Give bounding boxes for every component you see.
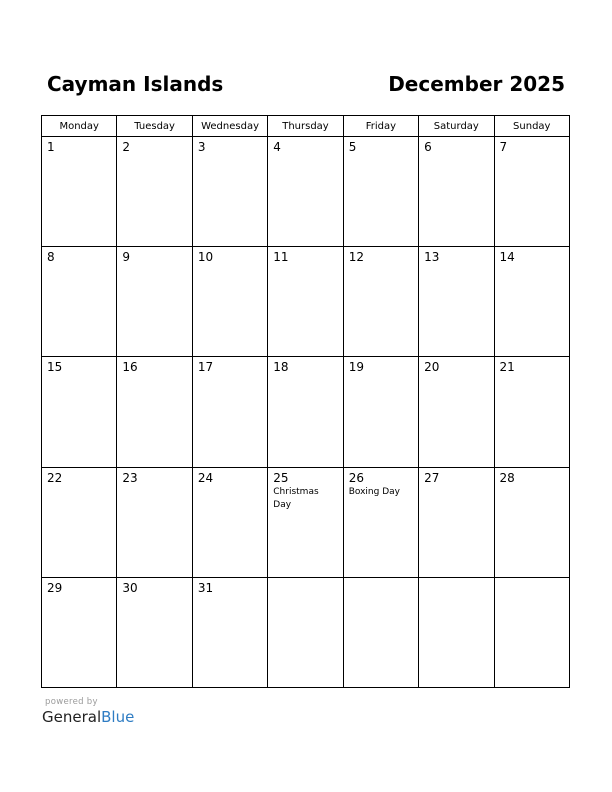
- day-cell: [42, 357, 117, 467]
- day-cell-empty: [268, 577, 343, 687]
- day-cell-empty: [494, 577, 569, 687]
- day-number: 20: [424, 360, 440, 375]
- day-number: 17: [197, 360, 214, 375]
- weekday-thursday: Thursday: [268, 116, 343, 137]
- day-number: 8: [47, 250, 55, 265]
- day-number: 29: [47, 580, 63, 595]
- day-number: 30: [122, 580, 138, 595]
- day-cell: [343, 357, 418, 467]
- day-cell: [42, 577, 117, 687]
- day-number: [344, 578, 418, 581]
- day-number: 3: [197, 140, 206, 154]
- day-number: 25: [273, 470, 289, 485]
- weekday-monday: Monday: [42, 116, 117, 137]
- weekday-wednesday: Wednesday: [192, 116, 267, 137]
- day-number: 15: [47, 360, 63, 375]
- day-cell: [343, 137, 418, 247]
- day-cell: [117, 467, 192, 577]
- day-cell: [192, 247, 267, 357]
- day-number: [495, 578, 569, 581]
- day-cell: [192, 577, 267, 687]
- day-number: 27: [424, 470, 440, 485]
- day-number: 31: [197, 580, 214, 595]
- day-cell-christmas: [268, 467, 343, 577]
- day-number: 1: [47, 140, 55, 154]
- brand-blue: Blue: [101, 708, 135, 726]
- week-row: [42, 247, 570, 357]
- brand-general: General: [42, 708, 102, 726]
- day-cell: [419, 137, 494, 247]
- day-cell: [494, 467, 569, 577]
- day-number: 16: [122, 360, 138, 375]
- day-cell: [42, 467, 117, 577]
- weekday-saturday: Saturday: [419, 116, 494, 137]
- holiday-label-boxing-day: Boxing Day: [348, 486, 400, 497]
- day-number: 12: [348, 250, 364, 265]
- week-row: [42, 137, 570, 247]
- generalblue-logo: [42, 708, 134, 726]
- day-number: 11: [273, 250, 289, 265]
- day-cell: [42, 137, 117, 247]
- day-cell: [419, 467, 494, 577]
- week-row: [42, 467, 570, 577]
- day-number: 24: [197, 470, 214, 485]
- day-number: 21: [499, 360, 515, 375]
- week-row: [42, 577, 570, 687]
- holiday-label-christmas: Christmas Day: [273, 486, 319, 510]
- day-cell: [117, 577, 192, 687]
- day-cell: [192, 137, 267, 247]
- week-row: [42, 357, 570, 467]
- day-number: [268, 578, 342, 581]
- day-cell: [494, 247, 569, 357]
- day-number: 23: [122, 470, 138, 485]
- day-cell: [494, 357, 569, 467]
- day-number: 14: [499, 250, 515, 265]
- day-cell: [419, 357, 494, 467]
- calendar-grid: [41, 115, 570, 688]
- country-title: Cayman Islands: [47, 72, 224, 96]
- day-number: 18: [273, 360, 289, 375]
- day-number: 28: [499, 470, 515, 485]
- day-cell: [117, 137, 192, 247]
- day-number: 10: [197, 250, 214, 265]
- day-number: 26: [348, 470, 364, 485]
- day-cell-empty: [419, 577, 494, 687]
- day-cell: [268, 357, 343, 467]
- day-cell-empty: [343, 577, 418, 687]
- day-number: 2: [122, 140, 131, 154]
- day-number: 13: [424, 250, 440, 265]
- day-cell: [268, 247, 343, 357]
- day-cell: [192, 467, 267, 577]
- day-cell: [268, 137, 343, 247]
- day-number: [419, 578, 493, 581]
- day-number: 7: [499, 140, 508, 154]
- day-cell: [42, 247, 117, 357]
- day-number: 5: [348, 140, 357, 154]
- weekday-friday: Friday: [343, 116, 418, 137]
- weekday-sunday: Sunday: [494, 116, 569, 137]
- day-cell: [192, 357, 267, 467]
- day-cell: [419, 247, 494, 357]
- powered-by-text: powered by: [45, 697, 98, 707]
- day-number: 19: [348, 360, 364, 375]
- day-number: 9: [122, 250, 131, 265]
- weekday-tuesday: Tuesday: [117, 116, 192, 137]
- day-cell: [343, 247, 418, 357]
- weekday-header-row: [42, 116, 570, 137]
- day-cell: [117, 247, 192, 357]
- day-cell: [117, 357, 192, 467]
- day-number: 6: [424, 140, 432, 154]
- day-cell-boxing-day: [343, 467, 418, 577]
- day-number: 22: [47, 470, 63, 485]
- month-title: December 2025: [388, 72, 565, 96]
- day-number: 4: [273, 140, 281, 154]
- day-cell: [494, 137, 569, 247]
